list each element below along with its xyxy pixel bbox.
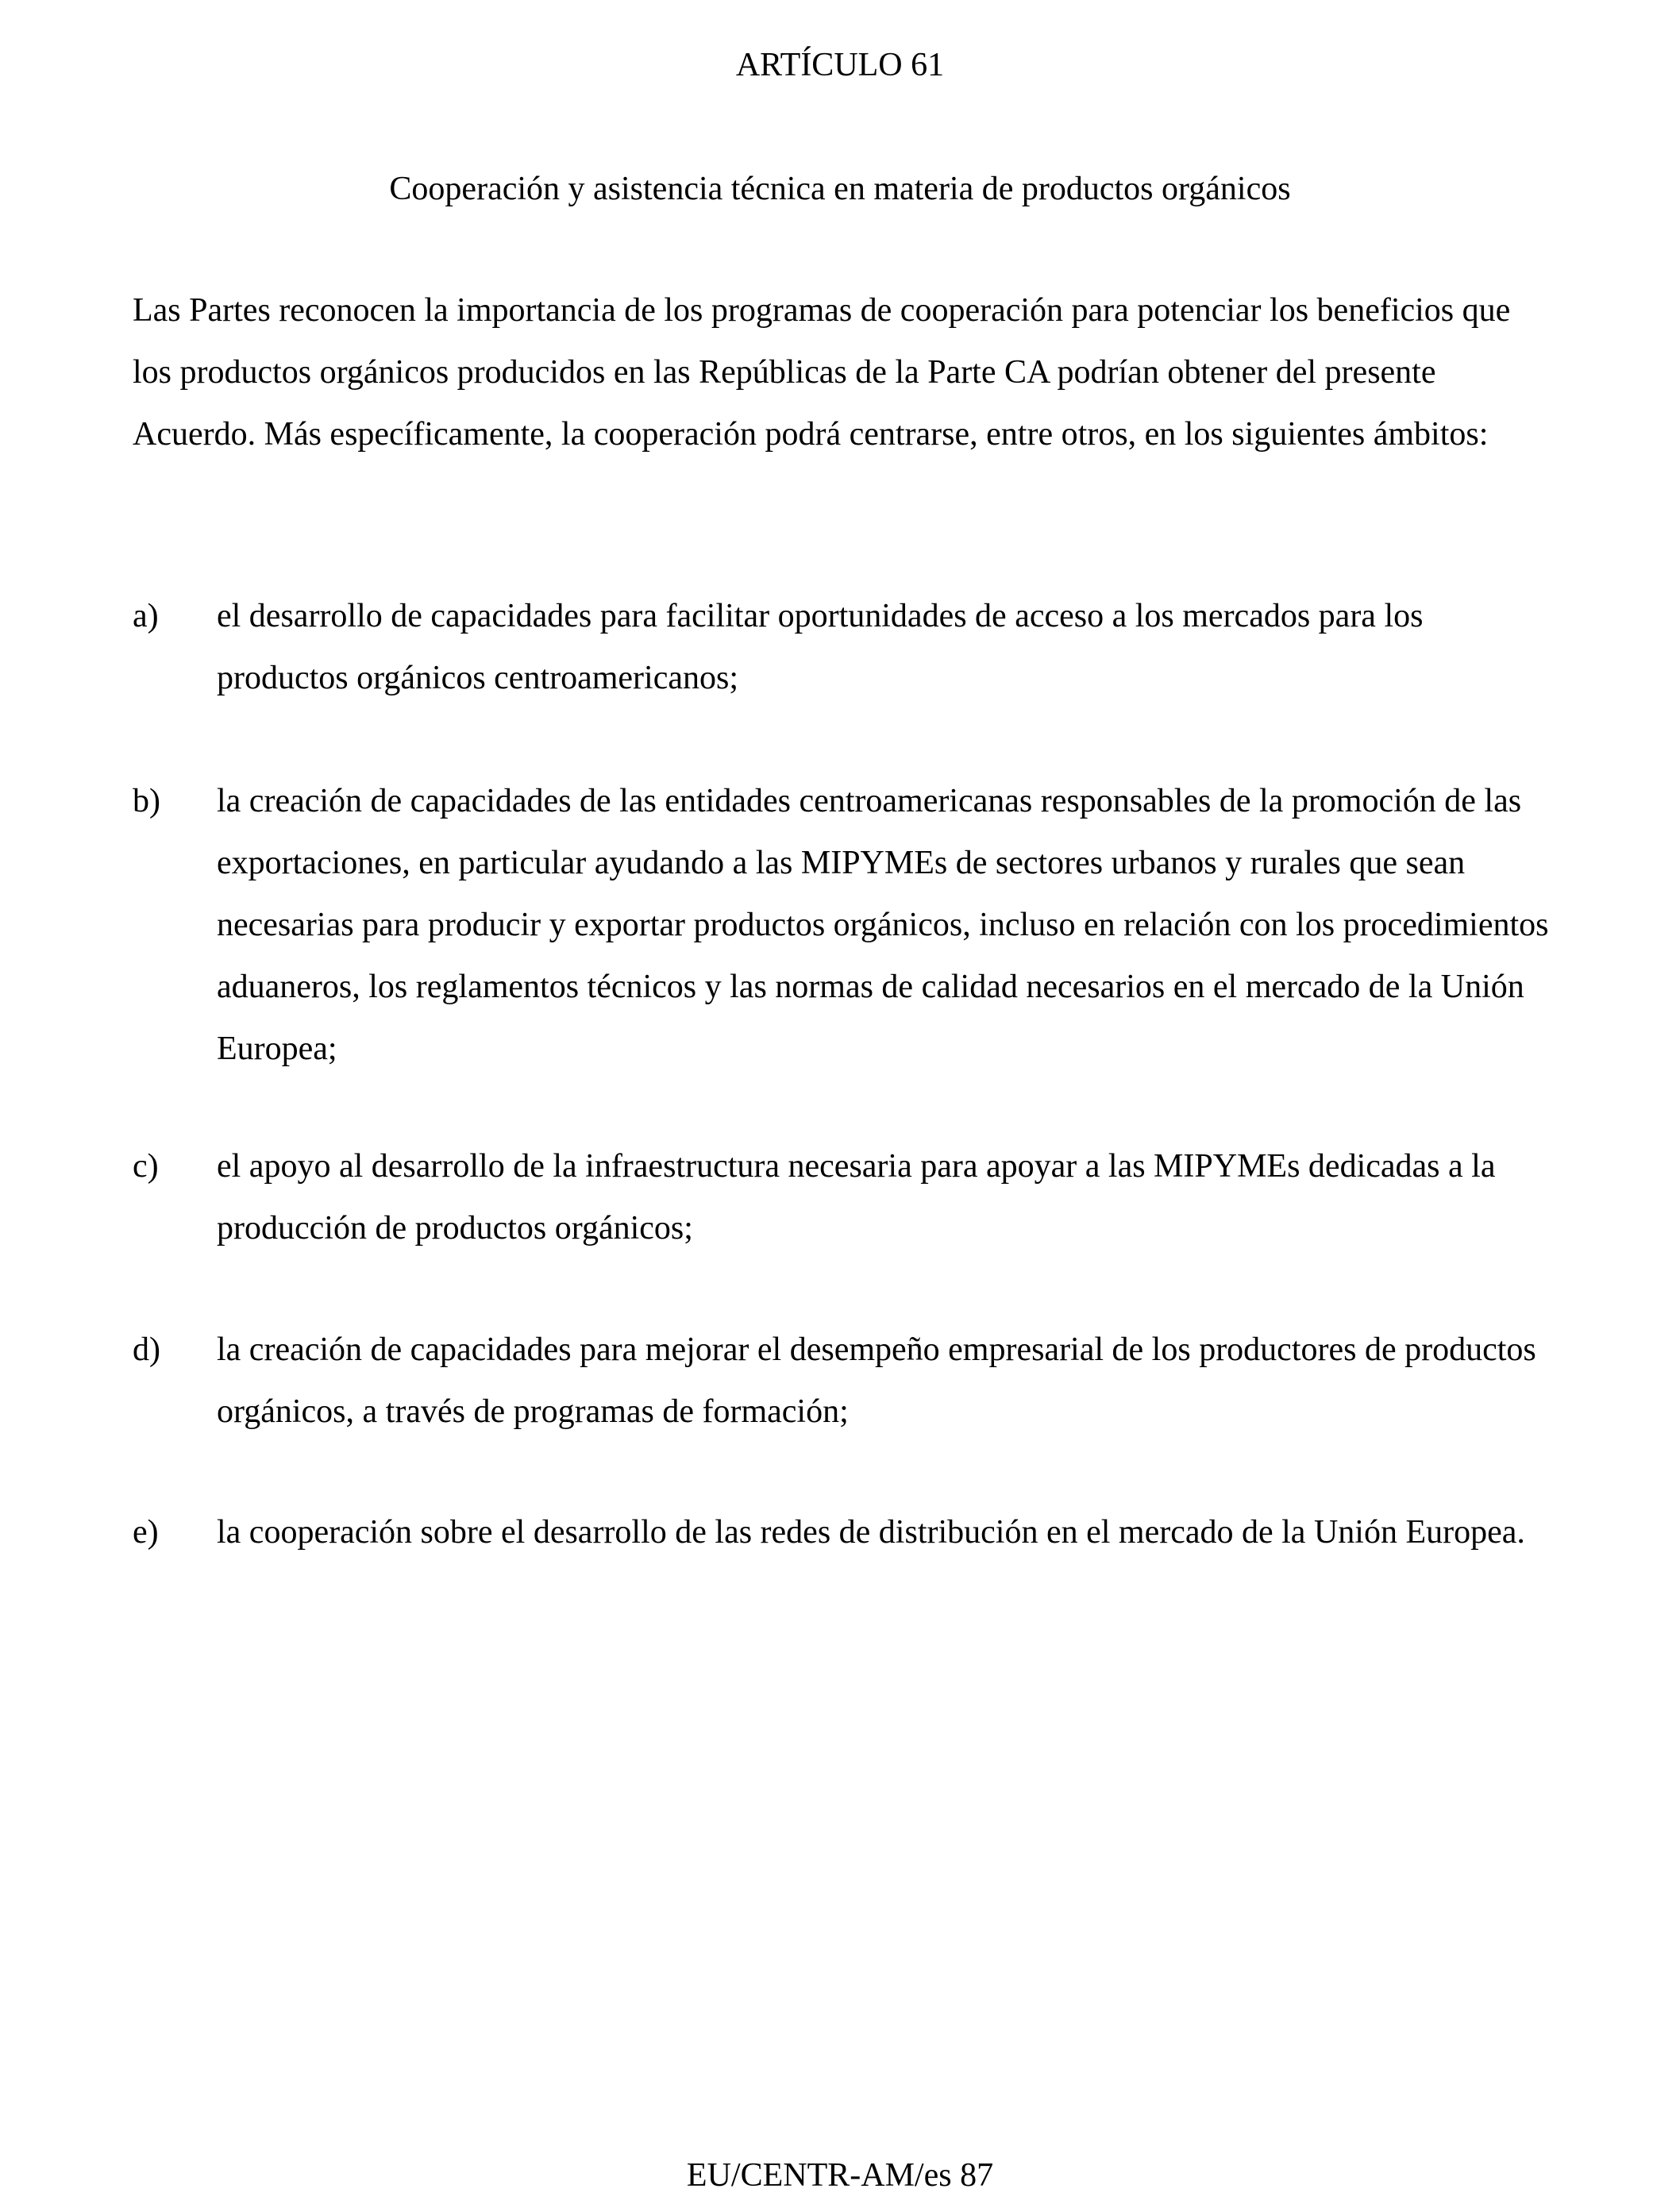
footer-reference: EU/CENTR-AM/es 87 [686, 2157, 994, 2194]
article-heading: ARTÍCULO 61 [735, 47, 945, 83]
list-item-text: el desarrollo de capacidades para facilitar oportunidades de acceso a los mercados para los productos orgánicos centroamericanos; [217, 598, 1424, 696]
list-item-letter: b) [133, 783, 160, 819]
list-item-letter: c) [133, 1148, 159, 1185]
list-item-letter: d) [133, 1331, 160, 1368]
list-item-letter: a) [133, 598, 159, 634]
article-subheading: Cooperación y asistencia técnica en materia de productos orgánicos [389, 171, 1291, 207]
list-item-text: la creación de capacidades de las entidades centroamericanas responsables de la promoción de las exportaciones, en particular ayudando a las MIPYMEs de sectores urbanos y rurales que sean necesarias para producir y exportar productos orgánicos, incluso en relación con los procedimientos aduaneros, los reglamentos técnicos y las normas de calidad necesarios en el mercado de la Unión Europea; [217, 783, 1549, 1067]
list-item-text: el apoyo al desarrollo de la infraestructura necesaria para apoyar a las MIPYMEs dedicadas a la producción de productos orgánicos; [217, 1148, 1496, 1246]
list-item-letter: e) [133, 1514, 159, 1551]
list-item-text: la cooperación sobre el desarrollo de las redes de distribución en el mercado de la Unión Europea. [217, 1514, 1525, 1551]
intro-paragraph: Las Partes reconocen la importancia de los programas de cooperación para potenciar los beneficios que los productos orgánicos producidos en las Repúblicas de la Parte CA podrían obtener del presente Acuerdo. Más específicamente, la cooperación podrá centrarse, entre otros, en los siguientes ámbitos: [133, 292, 1511, 453]
list-item-text: la creación de capacidades para mejorar el desempeño empresarial de los productores de productos orgánicos, a través de programas de formación; [217, 1331, 1536, 1430]
